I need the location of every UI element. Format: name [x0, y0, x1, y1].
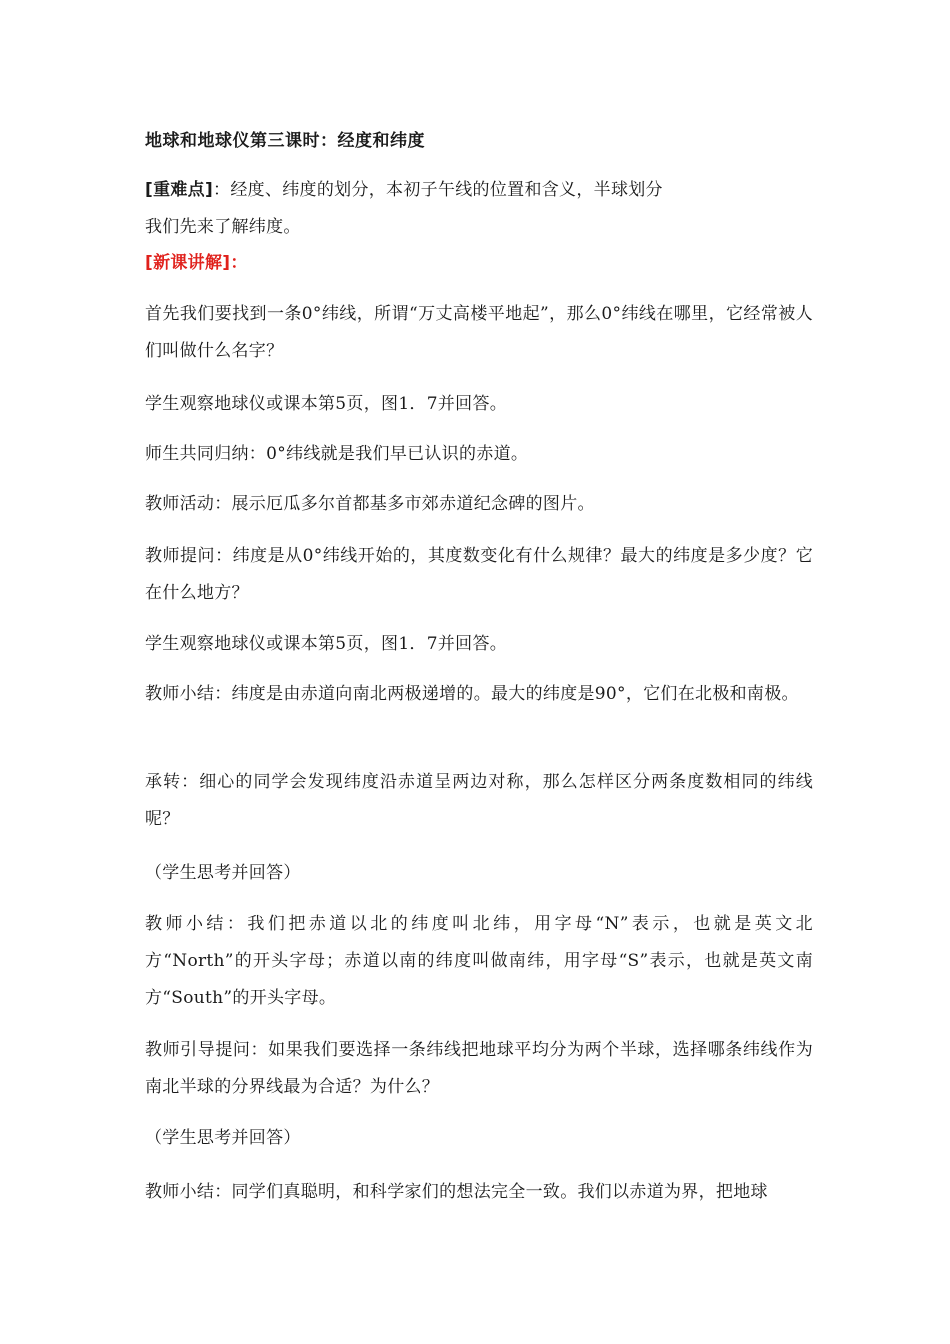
- paragraph: 学生观察地球仪或课本第5页，图1．7并回答。: [145, 394, 508, 414]
- paragraph: 教师小结：我们把赤道以北的纬度叫北纬，用字母“N”表示，也就是英文北方“North”的开头字母；赤道以南的纬度叫做南纬，用字母“S”表示，也就是英文南方“South”的开头字母。: [145, 914, 813, 1008]
- paragraph: 教师活动：展示厄瓜多尔首都基多市郊赤道纪念碑的图片。: [145, 494, 595, 514]
- paragraph: （学生思考并回答）: [145, 863, 301, 883]
- paragraph: 承转：细心的同学会发现纬度沿赤道呈两边对称，那么怎样区分两条度数相同的纬线呢？: [145, 772, 813, 829]
- paragraph: 教师小结：同学们真聪明，和科学家们的想法完全一致。我们以赤道为界，把地球: [145, 1182, 768, 1202]
- paragraph: （学生思考并回答）: [145, 1128, 301, 1148]
- key-points-line: [145, 178, 815, 202]
- page-title: 地球和地球仪第三课时：经度和纬度: [145, 131, 425, 151]
- paragraph: 教师小结：纬度是由赤道向南北两极递增的。最大的纬度是90°，它们在北极和南极。: [145, 684, 799, 704]
- paragraph: 教师提问：纬度是从0°纬线开始的，其度数变化有什么规律？最大的纬度是多少度？它在什么地方？: [145, 546, 813, 603]
- intro-line: 我们先来了解纬度。: [145, 217, 301, 237]
- key-points-text: ：经度、纬度的划分，本初子午线的位置和含义，半球划分: [213, 180, 663, 200]
- paragraph: 师生共同归纳：0°纬线就是我们早已认识的赤道。: [145, 444, 529, 464]
- key-points-label: [重难点]: [145, 180, 214, 200]
- paragraph: 学生观察地球仪或课本第5页，图1．7并回答。: [145, 634, 508, 654]
- paragraph: 首先我们要找到一条0°纬线，所谓“万丈高楼平地起”，那么0°纬线在哪里，它经常被人们叫做什么名字？: [145, 304, 813, 361]
- paragraph: 教师引导提问：如果我们要选择一条纬线把地球平均分为两个半球，选择哪条纬线作为南北半球的分界线最为合适？为什么？: [145, 1040, 813, 1097]
- section-heading: [新课讲解]：: [145, 253, 248, 273]
